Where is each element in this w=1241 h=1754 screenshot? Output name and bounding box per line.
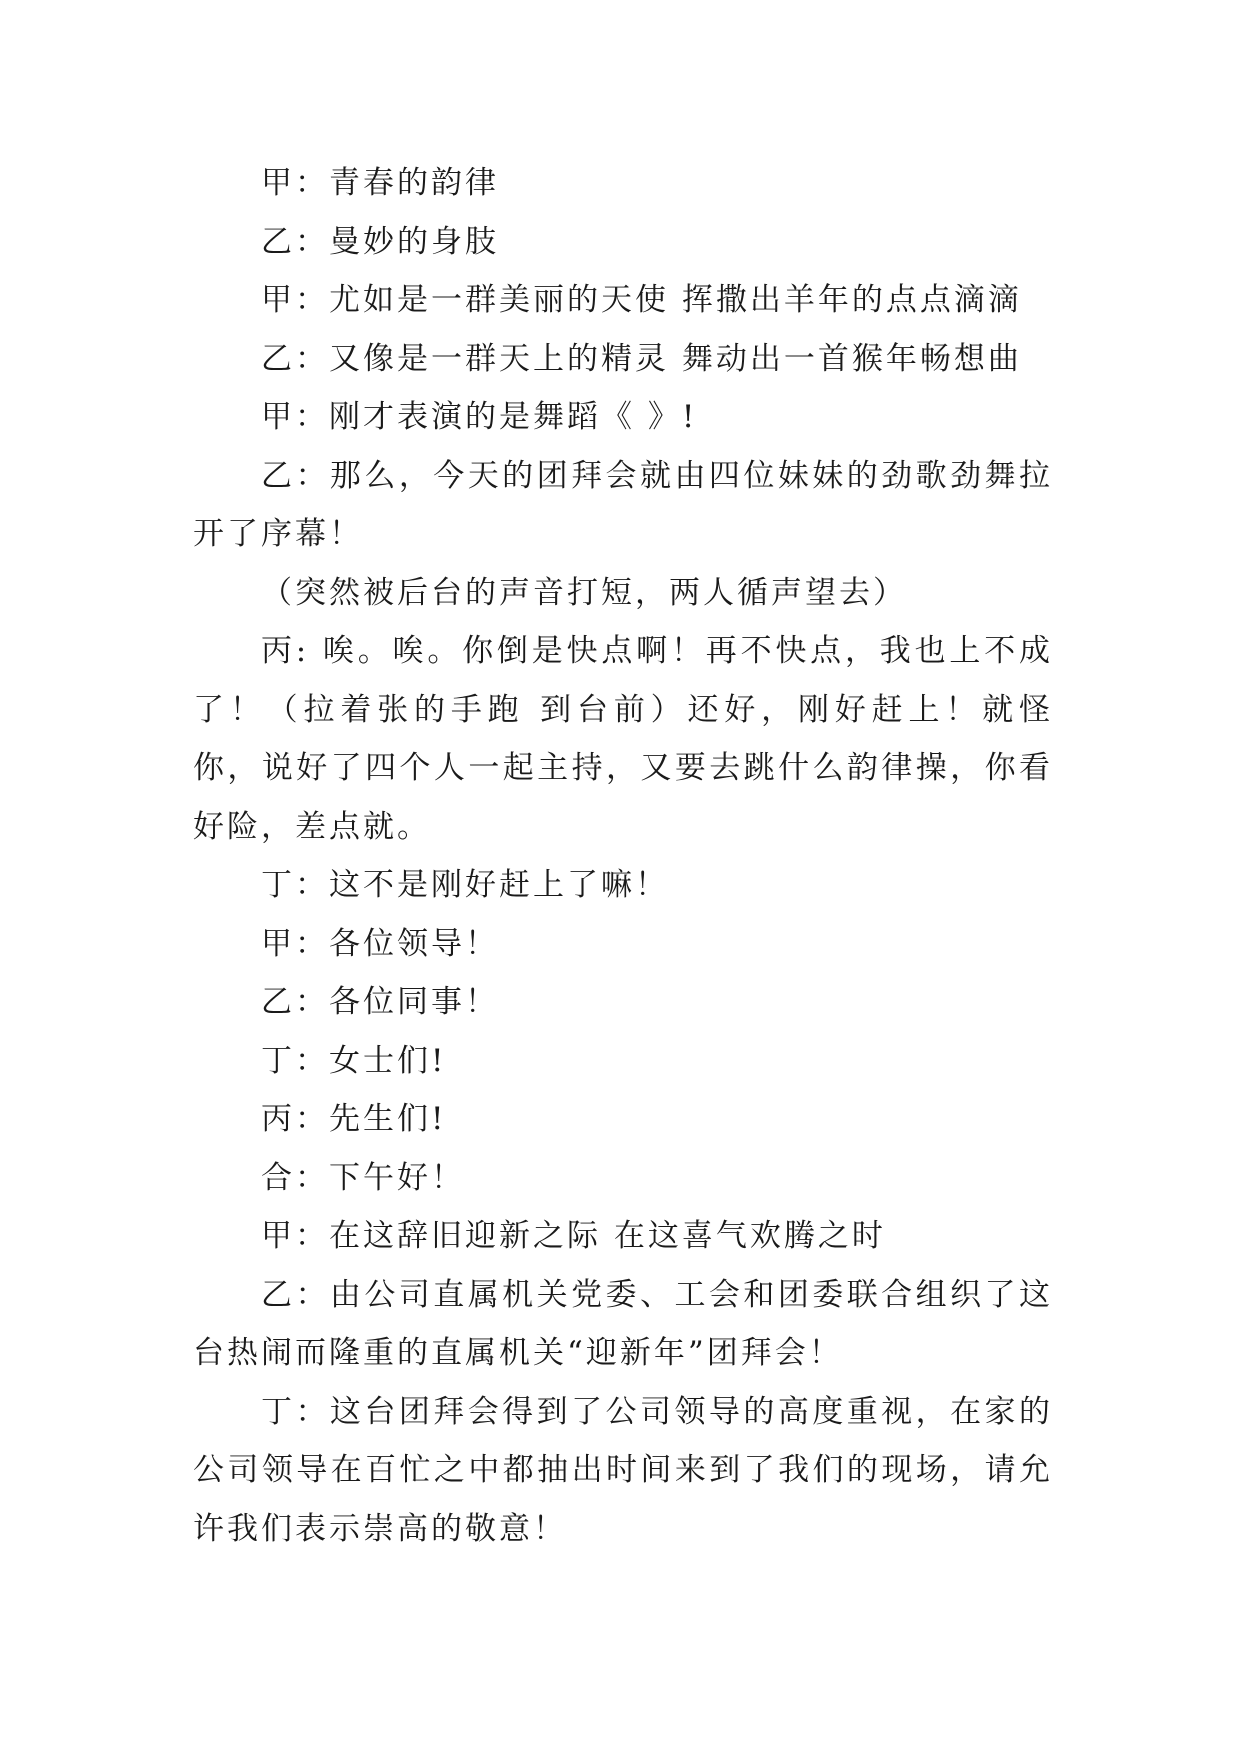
paragraph-15: 甲：在这辞旧迎新之际 在这喜气欢腾之时 [261, 1218, 886, 1254]
paragraph-3: 甲：尤如是一群美丽的天使 挥撒出羊年的点点滴滴 [261, 282, 1022, 318]
paragraph-9: 丁：这不是刚好赶上了嘛！ [261, 867, 669, 903]
paragraph-5: 甲：刚才表演的是舞蹈《 》! [261, 399, 698, 435]
paragraph-1: 甲：青春的韵律 [261, 165, 499, 201]
paragraph-8: 丙: 唉。唉。你倒是快点啊！再不快点，我也上不成了！（拉着张的手跑 到台前）还好，刚好赶上！就怪你，说好了四个人一起主持，又要去跳什么韵律操，你看好险，差点就。 [193, 633, 1053, 845]
paragraph-4: 乙：又像是一群天上的精灵 舞动出一首猴年畅想曲 [261, 340, 1022, 377]
paragraph-6: 乙：那么，今天的团拜会就由四位妹妹的劲歌劲舞拉开了序幕！ [193, 457, 1053, 552]
stage-direction: （突然被后台的声音打短，两人循声望去） [261, 574, 907, 611]
paragraph-14: 合：下午好！ [261, 1159, 465, 1196]
paragraph-16: 乙：由公司直属机关党委、工会和团委联合组织了这台热闹而隆重的直属机关“迎新年”团拜会！ [193, 1276, 1053, 1371]
document-body [193, 154, 1053, 1558]
paragraph-13: 丙：先生们! [261, 1101, 447, 1137]
paragraph-2: 乙：曼妙的身肢 [261, 223, 499, 260]
paragraph-11: 乙：各位同事！ [261, 984, 499, 1020]
paragraph-12: 丁：女士们! [261, 1042, 447, 1079]
paragraph-10: 甲：各位领导！ [261, 925, 499, 962]
paragraph-17: 丁：这台团拜会得到了公司领导的高度重视，在家的公司领导在百忙之中都抽出时间来到了我们的现场，请允许我们表示崇高的敬意！ [193, 1393, 1053, 1547]
